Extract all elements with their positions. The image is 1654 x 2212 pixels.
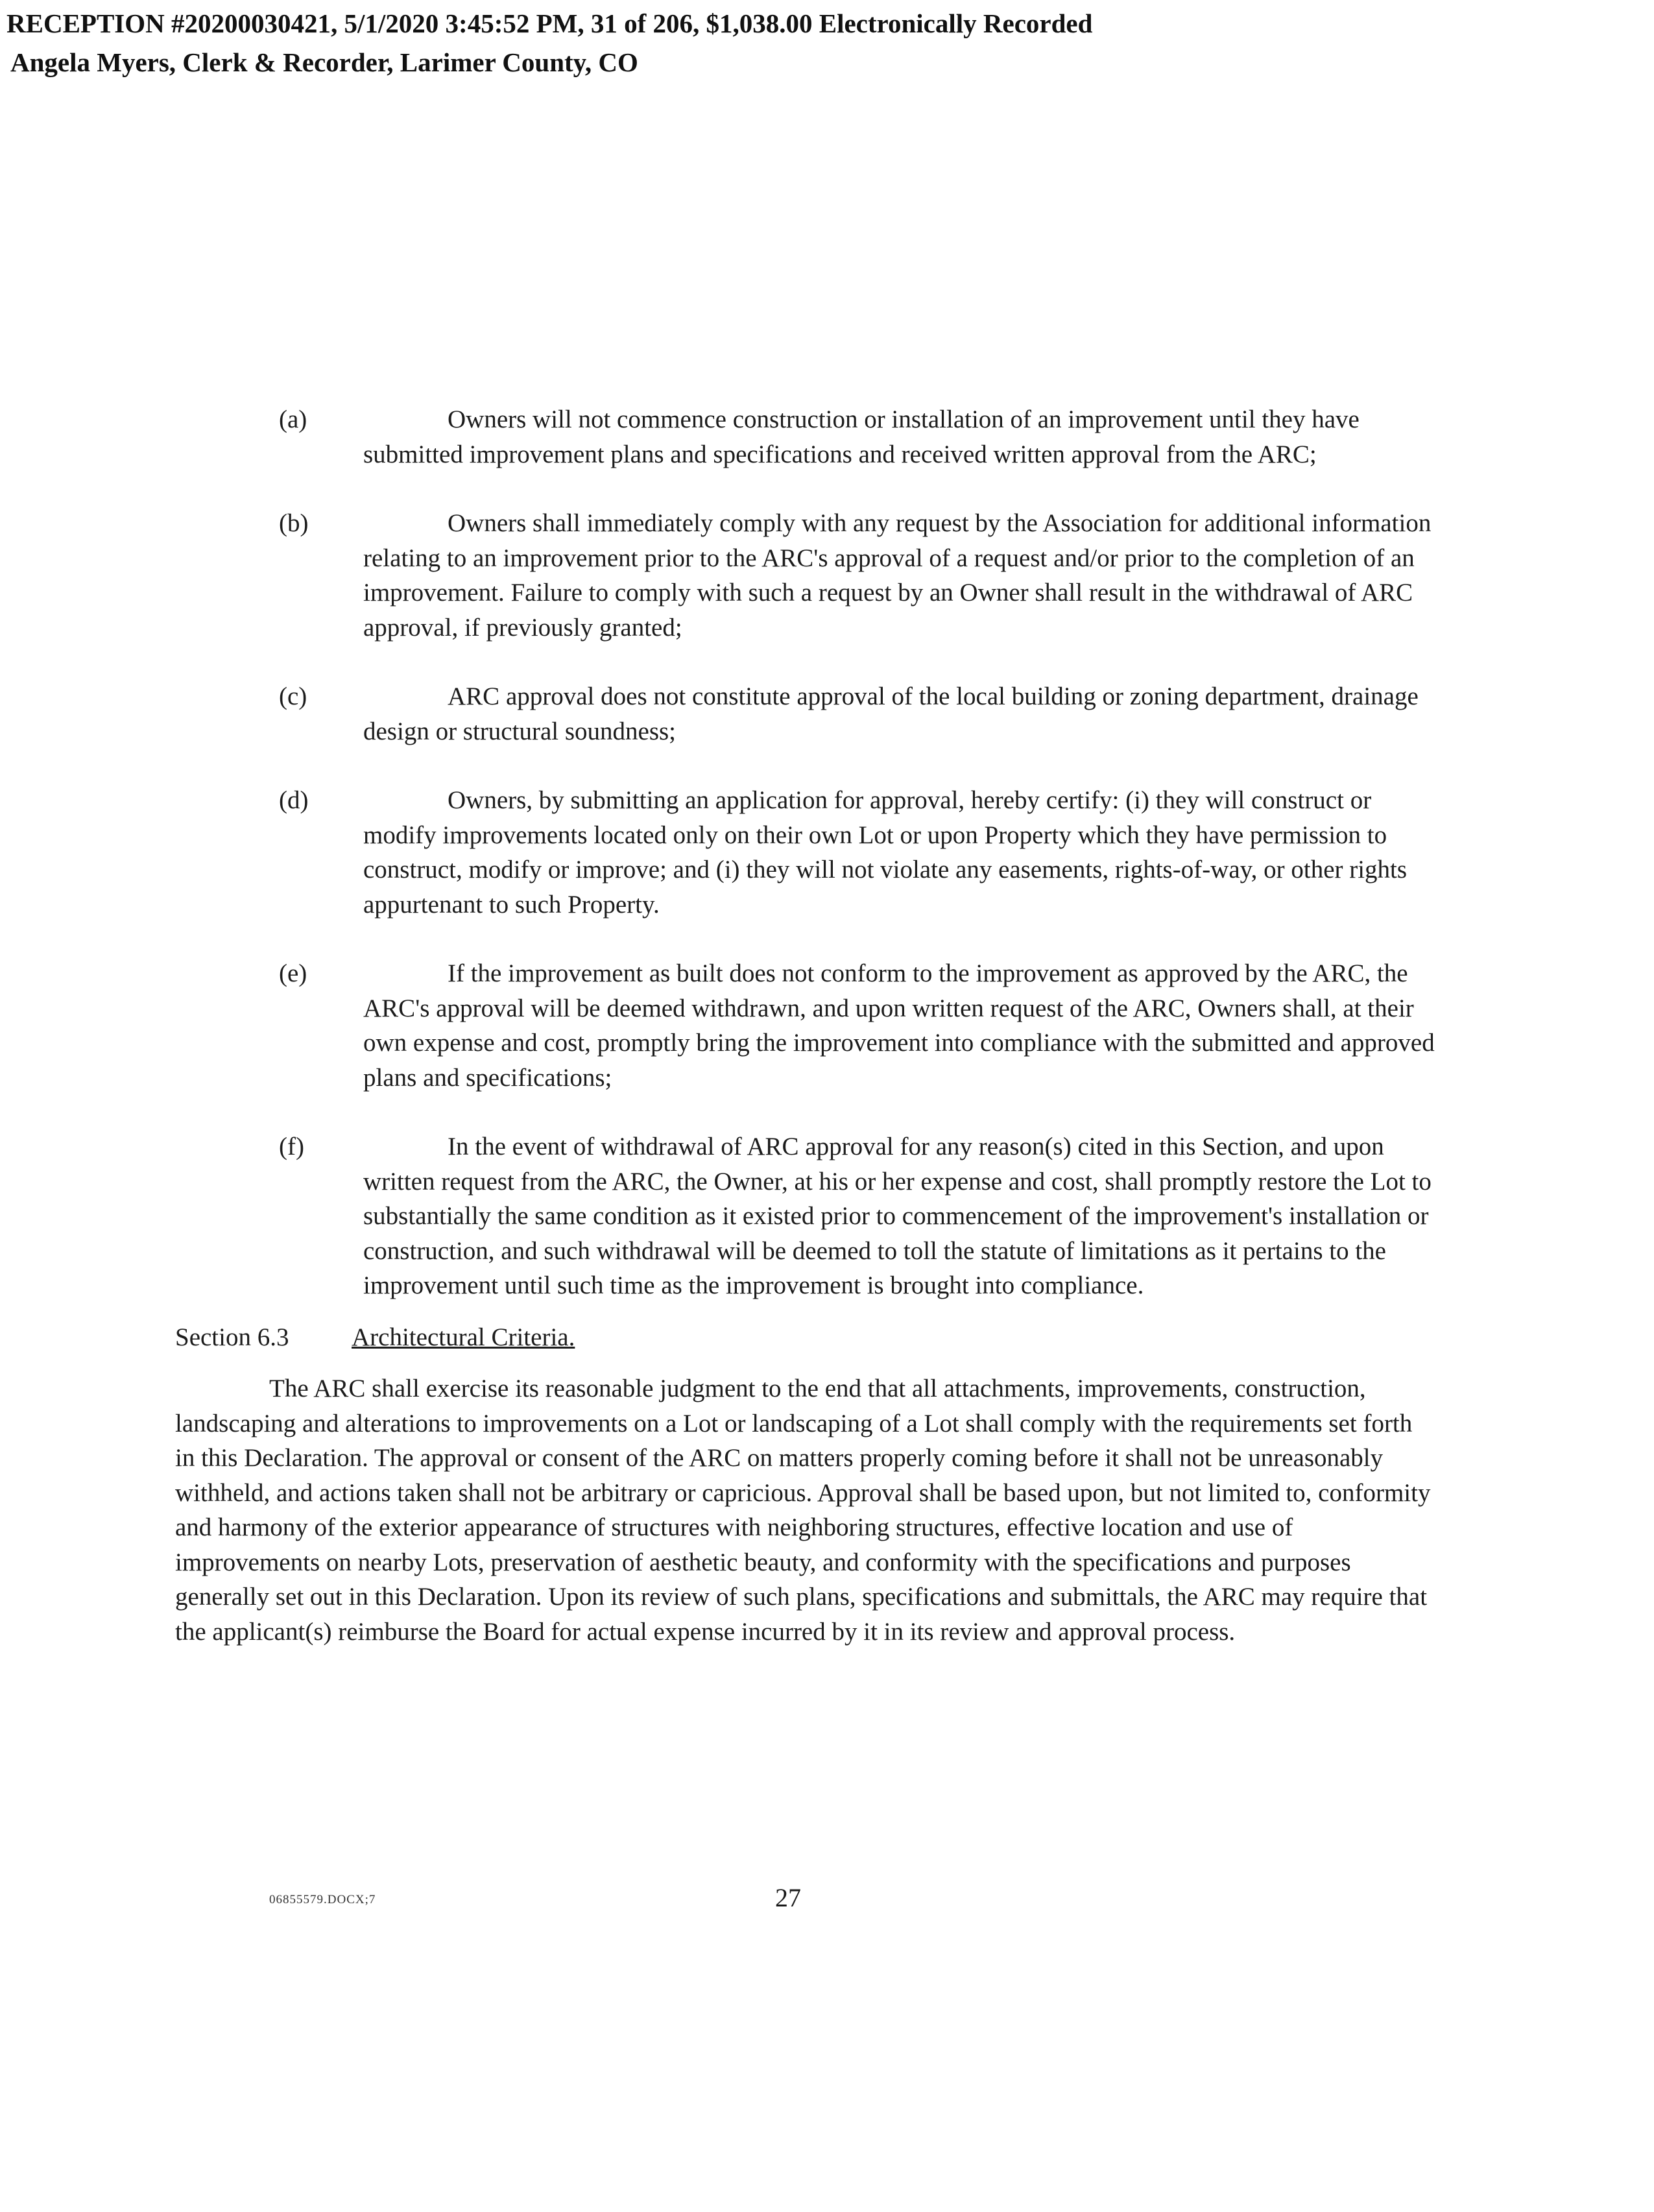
page-number: 27 <box>775 1883 801 1912</box>
subparagraph-label: (b) <box>279 509 309 537</box>
subparagraph-e <box>279 956 1437 1095</box>
subparagraph-text: ARC approval does not constitute approval of the local building or zoning department, drainage design or structural soundness; <box>363 682 1419 745</box>
subparagraph-label: (d) <box>279 786 309 814</box>
subparagraph-label: (e) <box>279 959 307 987</box>
subparagraph-label: (a) <box>279 405 307 433</box>
subparagraph-c <box>279 679 1437 749</box>
document-body <box>175 402 1437 1649</box>
section-body-paragraph: The ARC shall exercise its reasonable judgment to the end that all attachments, improvements, construction, landscaping and alterations to improvements on a Lot or landscaping of a Lot shall comply with the requirements set forth in this Declaration. The approval or consent of the ARC on matters properly coming before it shall not be unreasonably withheld, and actions taken shall not be arbitrary or capricious. Approval shall be based upon, but not limited to, conformity and harmony of the exterior appearance of structures with neighboring structures, effective location and use of improvements on nearby Lots, preservation of aesthetic beauty, and conformity with the specifications and purposes generally set out in this Declaration. Upon its review of such plans, specifications and submittals, the ARC may require that the applicant(s) reimburse the Board for actual expense incurred by it in its review and approval process. <box>175 1375 1431 1646</box>
recording-line-reception: RECEPTION #20200030421, 5/1/2020 3:45:52 PM, 31 of 206, $1,038.00 Electronically Recorded <box>6 8 1093 38</box>
subparagraph-label: (c) <box>279 682 307 710</box>
subparagraph-label: (f) <box>279 1133 304 1160</box>
recording-line-clerk: Angela Myers, Clerk & Recorder, Larimer County, CO <box>10 47 638 77</box>
subparagraph-d <box>279 783 1437 922</box>
subparagraph-a <box>279 402 1437 472</box>
subparagraph-text: Owners shall immediately comply with any request by the Association for additional information relating to an improvement prior to the ARC's approval of a request and/or prior to the completion of an improvement. Failure to comply with such a request by an Owner shall result in the withdrawal of ARC approval, if previously granted; <box>363 509 1432 642</box>
section-heading <box>175 1320 1437 1355</box>
section-number: Section 6.3 <box>175 1323 289 1351</box>
page-footer <box>269 1882 1437 1921</box>
subparagraph-text: In the event of withdrawal of ARC approval for any reason(s) cited in this Section, and upon written request from the ARC, the Owner, at his or her expense and cost, shall promptly restore the Lot to substantially the same condition as it existed prior to commencement of the improvement's installation or construction, and such withdrawal will be deemed to toll the statute of limitations as it pertains to the improvement until such time as the improvement is brought into compliance. <box>363 1133 1432 1299</box>
recording-stamp-header <box>6 4 1092 82</box>
section-title: Architectural Criteria. <box>352 1323 575 1351</box>
subparagraph-b <box>279 506 1437 645</box>
subparagraph-text: Owners will not commence construction or installation of an improvement until they have submitted improvement plans and specifications and received written approval from the ARC; <box>363 405 1360 468</box>
document-id: 06855579.DOCX;7 <box>269 1893 376 1906</box>
subparagraph-text: If the improvement as built does not conform to the improvement as approved by the ARC, the ARC's approval will be deemed withdrawn, and upon written request of the ARC, Owners shall, at their own expense and cost, promptly bring the improvement into compliance with the submitted and approved plans and specifications; <box>363 959 1435 1092</box>
subparagraph-f <box>279 1129 1437 1303</box>
subparagraph-text: Owners, by submitting an application for approval, hereby certify: (i) they will construct or modify improvements located only on their own Lot or upon Property which they have permission to construct, modify or improve; and (i) they will not violate any easements, rights-of-way, or other rights appurtenant to such Property. <box>363 786 1408 919</box>
